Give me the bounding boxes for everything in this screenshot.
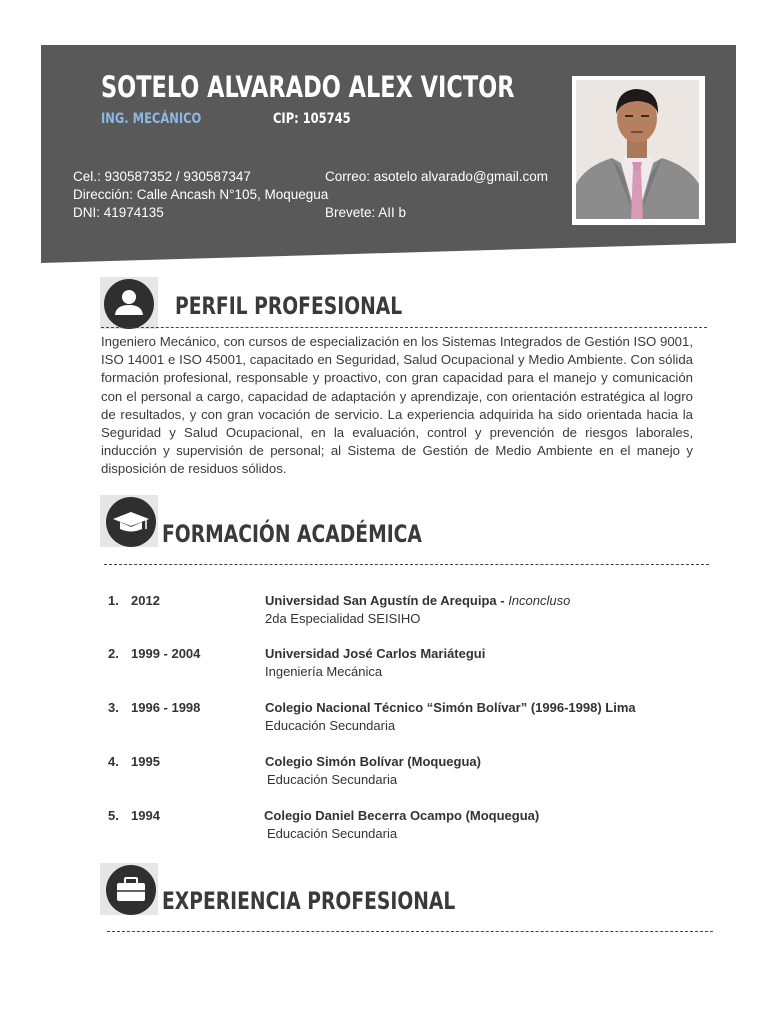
education-number: 1. — [108, 593, 119, 608]
education-degree: Educación Secundaria — [265, 718, 396, 733]
experiencia-icon-box — [100, 863, 158, 915]
perfil-icon-box — [100, 277, 158, 329]
education-year: 2012 — [131, 593, 160, 608]
phone-text: Cel.: 930587352 / 930587347 — [73, 169, 251, 184]
education-institution: Colegio Simón Bolívar (Moquegua) — [265, 754, 481, 769]
education-degree: Ingeniería Mecánica — [265, 664, 383, 679]
candidate-name: SOTELO ALVARADO ALEX VICTOR — [101, 70, 515, 104]
education-number: 2. — [108, 646, 119, 661]
profile-photo — [572, 76, 705, 225]
perfil-divider — [101, 327, 707, 328]
perfil-text: Ingeniero Mecánico, con cursos de especialización en los Sistemas Integrados de Gestión ISO 9001, ISO 14001 e ISO 45001, capacitado en Seguridad, Salud Ocupacional y Medio Ambiente. Con sólida formación profesional, responsable y proactivo, con gran capacidad para el manejo y comunicación con el personal a cargo, capacidad de adaptación y aprendizaje, con orientación estratégica al logro de resultados, y con gran vocación de servicio. La experiencia adquirida ha sido orientada hacia la Seguridad y Salud Ocupacional, en la evaluación, control y prevención de riesgos laborales, inducción y supervisión de personal; al Sistema de Gestión de Medio Ambiente en el manejo y disposición de residuos sólidos. — [101, 334, 693, 477]
person-portrait — [576, 80, 699, 219]
education-year: 1999 - 2004 — [131, 646, 201, 661]
education-year: 1995 — [131, 754, 160, 769]
cip-number: CIP: 105745 — [273, 111, 351, 127]
formacion-icon-box — [100, 495, 158, 547]
email-text: Correo: asotelo alvarado@gmail.com — [325, 169, 549, 184]
education-institution: Colegio Daniel Becerra Ocampo (Moquegua) — [264, 808, 540, 823]
education-year: 1996 - 1998 — [131, 700, 201, 715]
address-text: Dirección: Calle Ancash N°105, Moquegua — [73, 187, 329, 202]
education-number: 4. — [108, 754, 119, 769]
experiencia-title: EXPERIENCIA PROFESIONAL — [162, 887, 456, 915]
education-number: 5. — [108, 808, 119, 823]
education-institution: Universidad José Carlos Mariátegui — [265, 646, 486, 661]
education-number: 3. — [108, 700, 119, 715]
education-institution: Universidad San Agustín de Arequipa - Inconcluso — [265, 593, 571, 608]
education-institution: Colegio Nacional Técnico “Simón Bolívar” (1996-1998) Lima — [265, 700, 636, 715]
candidate-role: ING. MECÁNICO — [101, 111, 202, 127]
perfil-title: PERFIL PROFESIONAL — [175, 292, 403, 320]
education-degree: 2da Especialidad SEISIHO — [265, 611, 421, 626]
formacion-divider — [104, 564, 709, 565]
education-note: Inconcluso — [508, 593, 571, 608]
education-degree: Educación Secundaria — [267, 772, 398, 787]
education-year: 1994 — [131, 808, 160, 823]
user-icon — [100, 277, 158, 329]
education-degree: Educación Secundaria — [267, 826, 398, 841]
briefcase-icon — [100, 863, 158, 915]
dni-text: DNI: 41974135 — [73, 205, 164, 220]
formacion-title: FORMACIÓN ACADÉMICA — [162, 520, 422, 548]
graduation-cap-icon — [100, 495, 158, 547]
license-text: Brevete: AII b — [325, 205, 407, 220]
experiencia-divider — [107, 931, 713, 932]
